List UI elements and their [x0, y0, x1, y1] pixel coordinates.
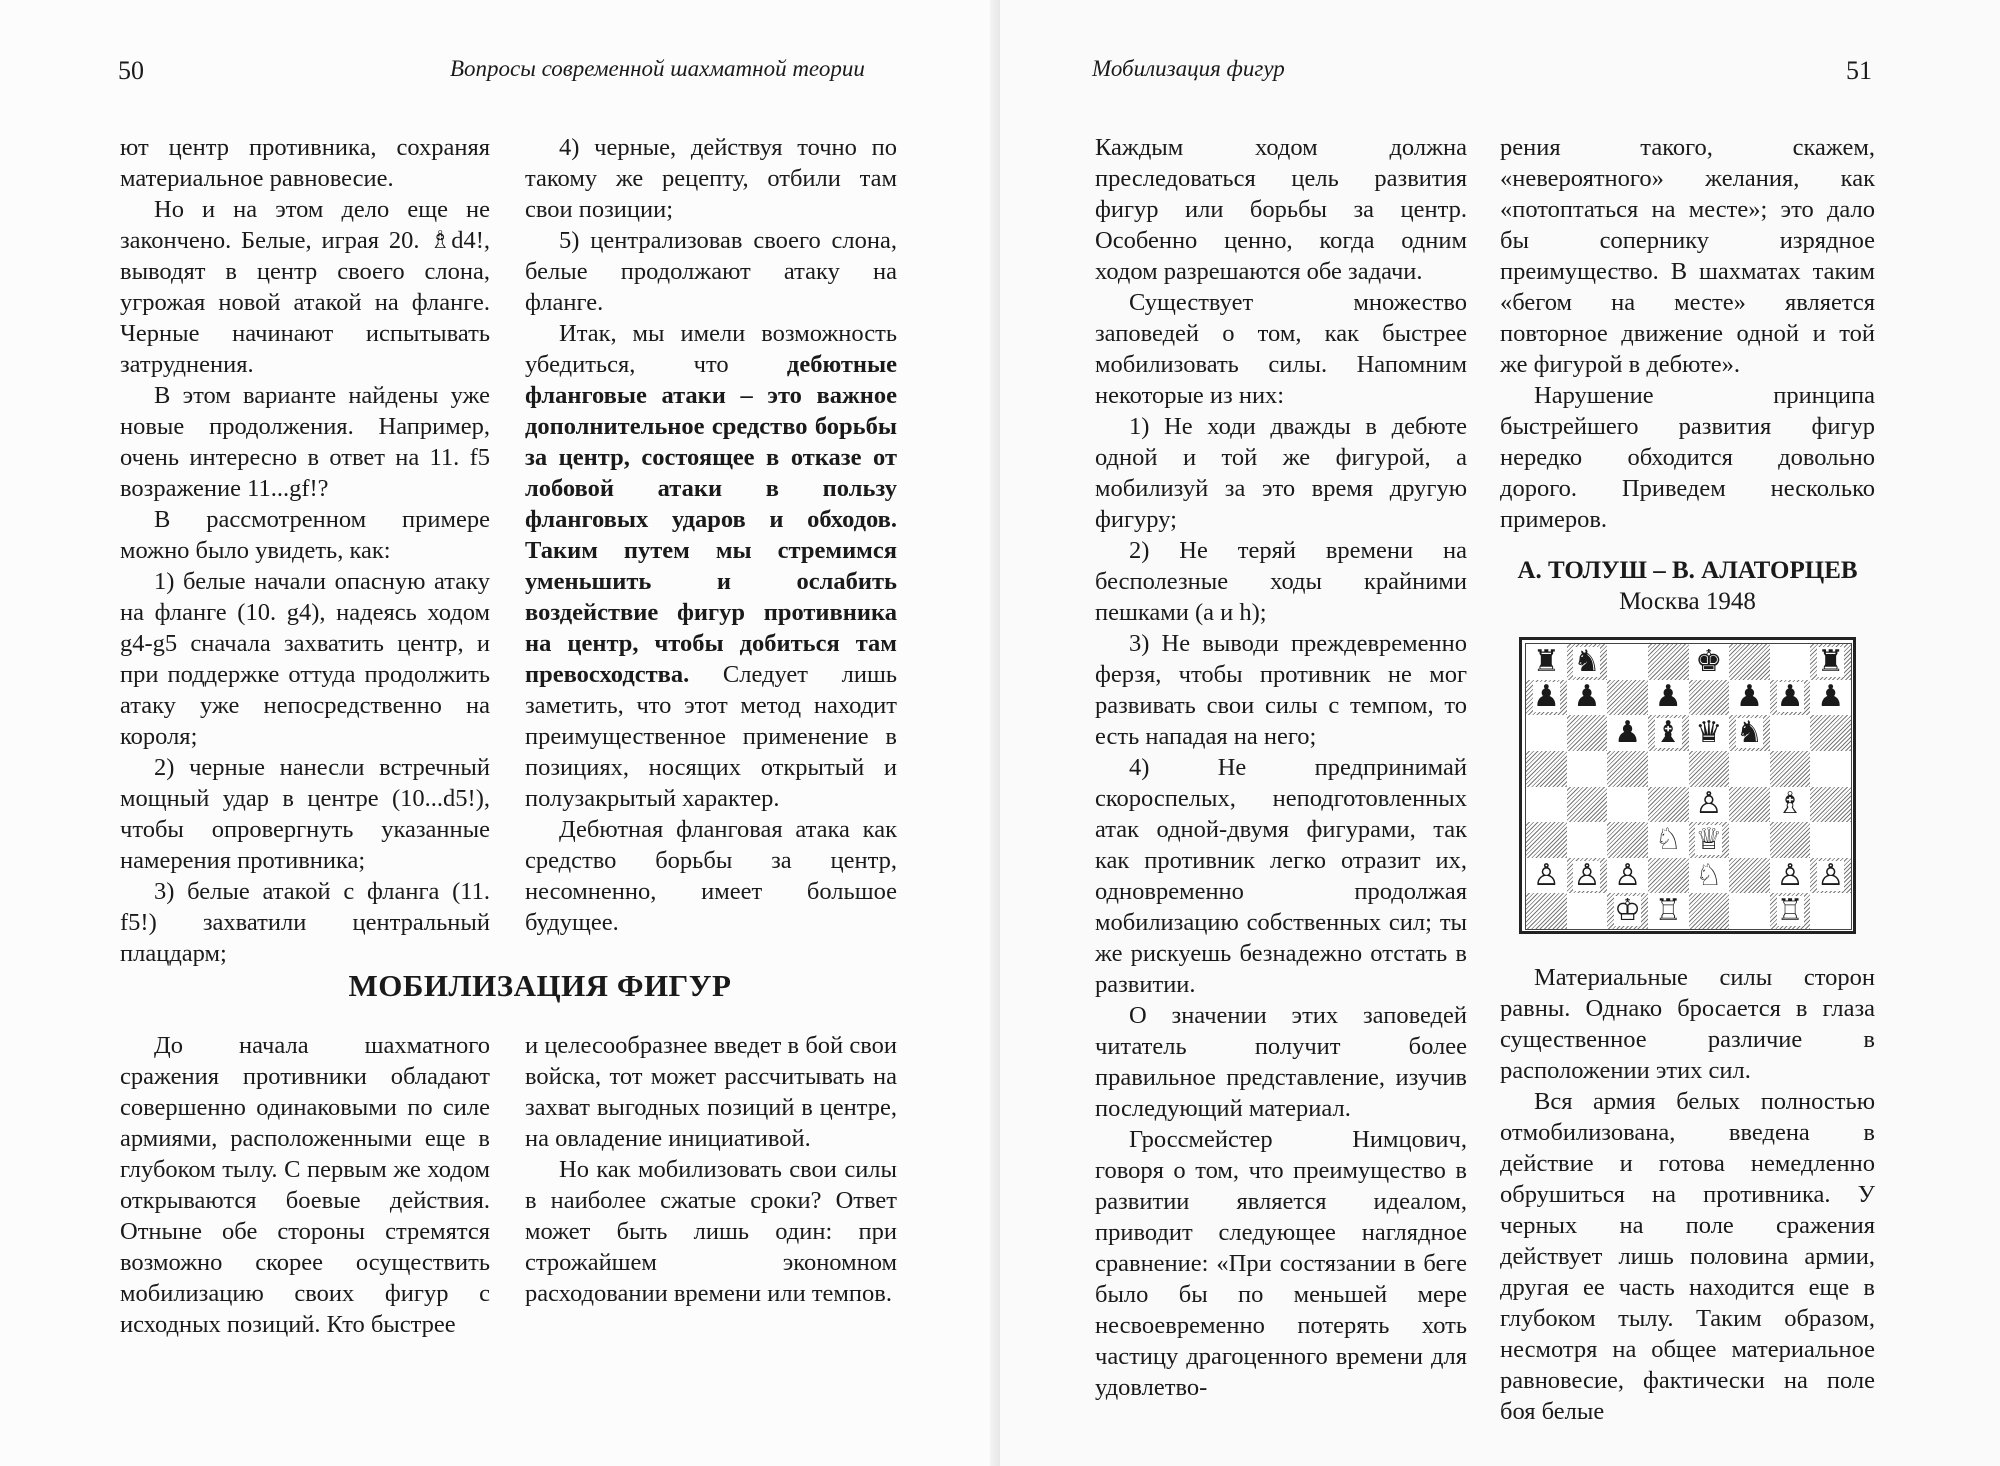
paragraph: рения такого, скажем, «невероятного» желания, как «потоптаться на месте»; это дало бы сопернику изрядное преимущество. В шахматах таким «бегом на месте» является повторное движение одной и той же фигурой в дебюте».: [1500, 134, 1875, 378]
square-e1: [1689, 893, 1730, 929]
square-a6: [1526, 715, 1567, 751]
right-column-2: [1500, 132, 1875, 1427]
chess-piece: ♙: [1695, 786, 1723, 822]
chess-piece: ♙: [1817, 857, 1845, 893]
chess-piece: ♞: [1735, 715, 1763, 751]
square-a5: [1526, 751, 1567, 787]
section-title: МОБИЛИЗАЦИЯ ФИГУР: [348, 968, 732, 1003]
paragraph: Существует множество заповедей о том, как быстрее мобилизовать силы. Напомним некоторые из них:: [1095, 289, 1467, 409]
paragraph: Но как мобилизовать свои силы в наиболее сжатые сроки? Ответ может быть лишь один: при строжайшем экономном расходовании времени или темпов.: [525, 1156, 897, 1307]
square-e6: [1689, 715, 1730, 751]
paragraph: 2) черные нанесли встречный мощный удар в центре (10...d5!), чтобы опровергнуть указанные намерения противника;: [120, 754, 490, 874]
left-column-2: [525, 132, 897, 938]
square-f8: [1729, 644, 1770, 680]
square-h1: [1810, 893, 1851, 929]
chess-piece: ♙: [1532, 857, 1560, 893]
square-f4: [1729, 787, 1770, 823]
paragraph: О значении этих заповедей читатель получит более правильное представление, изучив последующий материал.: [1095, 1002, 1467, 1122]
left-running-title: Вопросы современной шахматной теории: [450, 56, 865, 81]
square-g4: [1770, 787, 1811, 823]
square-h3: [1810, 822, 1851, 858]
chess-piece: ♚: [1695, 643, 1723, 679]
chess-piece: ♜: [1532, 643, 1560, 679]
square-b4: [1567, 787, 1608, 823]
square-d7: [1648, 680, 1689, 716]
paragraph: 2) Не теряй времени на бесполезные ходы крайними пешками (a и h);: [1095, 537, 1467, 626]
square-b6: [1567, 715, 1608, 751]
chess-piece: ♘: [1695, 857, 1723, 893]
square-h5: [1810, 751, 1851, 787]
square-e8: [1689, 644, 1730, 680]
chess-piece: ♖: [1654, 893, 1682, 929]
square-e4: [1689, 787, 1730, 823]
left-page-number: 50: [118, 56, 144, 85]
square-a2: [1526, 858, 1567, 894]
game-players: А. ТОЛУШ – В. АЛАТОРЦЕВ: [1517, 557, 1858, 584]
paragraph: 3) Не выводи преждевременно ферзя, чтобы противник не мог развивать свои силы с темпом, то есть нападая на него;: [1095, 630, 1467, 750]
square-d5: [1648, 751, 1689, 787]
chess-piece: ♝: [1654, 715, 1682, 751]
chess-diagram: [1519, 637, 1856, 934]
paragraph: До начала шахматного сражения противники обладают совершенно одинаковыми по силе армиями, расположенными еще в глубоком тылу. С первым же ходом открываются боевые действия. Отныне обе стороны стремятся возможно скорее осуществить мобилизацию своих фигур с исходных позиций. Кто быстрее: [120, 1032, 490, 1338]
square-b3: [1567, 822, 1608, 858]
square-h2: [1810, 858, 1851, 894]
square-c1: [1607, 893, 1648, 929]
chess-piece: ♟: [1614, 715, 1642, 751]
chess-piece: ♙: [1573, 857, 1601, 893]
bold-text-run: дебютные фланговые атаки – это важное дополнительное средство борьбы за центр, состоящее в отказе от лобовой атаки в пользу фланговых ударов и обходов. Таким путем мы стремимся уменьшить и ослабить воздействие фигур противника на центр, чтобы добиться там превосходства.: [525, 351, 897, 688]
square-h6: [1810, 715, 1851, 751]
square-h8: [1810, 644, 1851, 680]
chess-piece: ♔: [1614, 893, 1642, 929]
square-g2: [1770, 858, 1811, 894]
chess-piece: ♙: [1614, 857, 1642, 893]
paragraph: В рассмотренном примере можно было увидеть, как:: [120, 506, 490, 564]
square-f1: [1729, 893, 1770, 929]
square-h4: [1810, 787, 1851, 823]
right-page: [1000, 0, 2000, 1466]
square-a1: [1526, 893, 1567, 929]
paragraph: ют центр противника, сохраняя материальное равновесие.: [120, 134, 490, 192]
square-b2: [1567, 858, 1608, 894]
right-page-number: 51: [1846, 56, 1872, 85]
chess-piece: ♜: [1817, 643, 1845, 679]
paragraph: 3) белые атакой с фланга (11. f5!) захватили центральный плацдарм;: [120, 878, 490, 967]
paragraph: 4) черные, действуя точно по такому же рецепту, отбили там свои позиции;: [525, 134, 897, 223]
paragraph: Нарушение принципа быстрейшего развития фигур нередко обходится довольно дорого. Приведем несколько примеров.: [1500, 382, 1875, 533]
square-f3: [1729, 822, 1770, 858]
square-c8: [1607, 644, 1648, 680]
square-d4: [1648, 787, 1689, 823]
chess-piece: ♟: [1776, 679, 1804, 715]
square-d1: [1648, 893, 1689, 929]
square-d6: [1648, 715, 1689, 751]
square-f2: [1729, 858, 1770, 894]
paragraph: Вся армия белых полностью отмобилизована, введена в действие и готова немедленно обрушиться на противника. У черных на поле сражения действует лишь половина армии, другая ее часть находится еще в глубоком тылу. Таким образом, несмотря на общее материальное равновесие, фактически на поле боя белые: [1500, 1088, 1875, 1425]
chess-piece: ♕: [1695, 821, 1723, 857]
chess-piece: ♟: [1532, 679, 1560, 715]
square-c2: [1607, 858, 1648, 894]
square-g5: [1770, 751, 1811, 787]
square-a3: [1526, 822, 1567, 858]
square-b7: [1567, 680, 1608, 716]
paragraph: 1) белые начали опасную атаку на фланге (10. g4), надеясь ходом g4-g5 сначала захватить центр, и при поддержке оттуда продолжить атаку уже непосредственно на короля;: [120, 568, 490, 750]
game-header: [1500, 555, 1875, 617]
chess-piece: ♟: [1735, 679, 1763, 715]
square-e7: [1689, 680, 1730, 716]
text-run: Следует лишь заметить, что этот метод находит преимущественное применение в позициях, носящих открытый и полузакрытый характер.: [525, 661, 897, 812]
square-g1: [1770, 893, 1811, 929]
square-a4: [1526, 787, 1567, 823]
square-g7: [1770, 680, 1811, 716]
chess-piece: ♘: [1654, 821, 1682, 857]
square-f6: [1729, 715, 1770, 751]
chess-piece: ♗: [1776, 786, 1804, 822]
square-b5: [1567, 751, 1608, 787]
square-g6: [1770, 715, 1811, 751]
square-b8: [1567, 644, 1608, 680]
left-column-3: [120, 1030, 490, 1340]
paragraph: Материальные силы сторон равны. Однако бросается в глаза существенное различие в расположении этих сил.: [1500, 964, 1875, 1084]
paragraph: 1) Не ходи дважды в дебюте одной и той же фигурой, а мобилизуй за это время другую фигуру;: [1095, 413, 1467, 533]
right-running-title: Мобилизация фигур: [1092, 56, 1285, 81]
square-a8: [1526, 644, 1567, 680]
right-column-1: [1095, 132, 1467, 1403]
square-e5: [1689, 751, 1730, 787]
paragraph: 4) Не предпринимай скороспелых, неподготовленных атак одной-двумя фигурами, так как противник легко отразит их, одновременно продолжая мобилизацию собственных сил; ты же рискуешь безнадежно отстать в развитии.: [1095, 754, 1467, 998]
paragraph: 5) централизовав своего слона, белые продолжают атаку на фланге.: [525, 227, 897, 316]
square-f5: [1729, 751, 1770, 787]
square-e2: [1689, 858, 1730, 894]
square-c5: [1607, 751, 1648, 787]
square-c3: [1607, 822, 1648, 858]
paragraph: и целесообразнее введет в бой свои войска, тот может рассчитывать на захват выгодных позиций в центре, на овладение инициативой.: [525, 1032, 897, 1152]
game-event: Москва 1948: [1619, 588, 1756, 615]
chess-board: [1525, 643, 1852, 930]
square-d8: [1648, 644, 1689, 680]
square-c6: [1607, 715, 1648, 751]
square-g8: [1770, 644, 1811, 680]
chess-piece: ♟: [1654, 679, 1682, 715]
left-column-4: [525, 1030, 897, 1309]
square-g3: [1770, 822, 1811, 858]
square-b1: [1567, 893, 1608, 929]
square-d3: [1648, 822, 1689, 858]
paragraph: Каждым ходом должна преследоваться цель развития фигур или борьбы за центр. Особенно ценно, когда одним ходом разрешаются обе задачи.: [1095, 134, 1467, 285]
chess-piece: ♟: [1573, 679, 1601, 715]
square-a7: [1526, 680, 1567, 716]
left-column-1: [120, 132, 490, 969]
paragraph: Гроссмейстер Нимцович, говоря о том, что преимущество в развитии является идеалом, приводит следующее наглядное сравнение: «При состязании в беге было бы по меньшей мере несвоевременно потерять хоть частицу драгоценного времени для удовлетво-: [1095, 1126, 1467, 1401]
square-d2: [1648, 858, 1689, 894]
square-e3: [1689, 822, 1730, 858]
chess-piece: ♖: [1776, 893, 1804, 929]
chess-piece: ♙: [1776, 857, 1804, 893]
paragraph: В этом варианте найдены уже новые продолжения. Например, очень интересно в ответ на 11. f5 возражение 11...gf!?: [120, 382, 490, 502]
square-f7: [1729, 680, 1770, 716]
text-run: Итак, мы имели возможность убедиться, что: [525, 320, 897, 378]
paragraph: Но и на этом дело еще не закончено. Белые, играя 20. ♗d4!, выводят в центр своего слона, угрожая новой атакой на фланге. Черные начинают испытывать затруднения.: [120, 196, 490, 378]
paragraph: Дебютная фланговая атака как средство борьбы за центр, несомненно, имеет большое будущее.: [525, 816, 897, 936]
square-c4: [1607, 787, 1648, 823]
chess-piece: ♟: [1817, 679, 1845, 715]
square-h7: [1810, 680, 1851, 716]
square-c7: [1607, 680, 1648, 716]
chess-piece: ♞: [1573, 643, 1601, 679]
paragraph: [525, 318, 897, 814]
chess-piece: ♛: [1695, 715, 1723, 751]
